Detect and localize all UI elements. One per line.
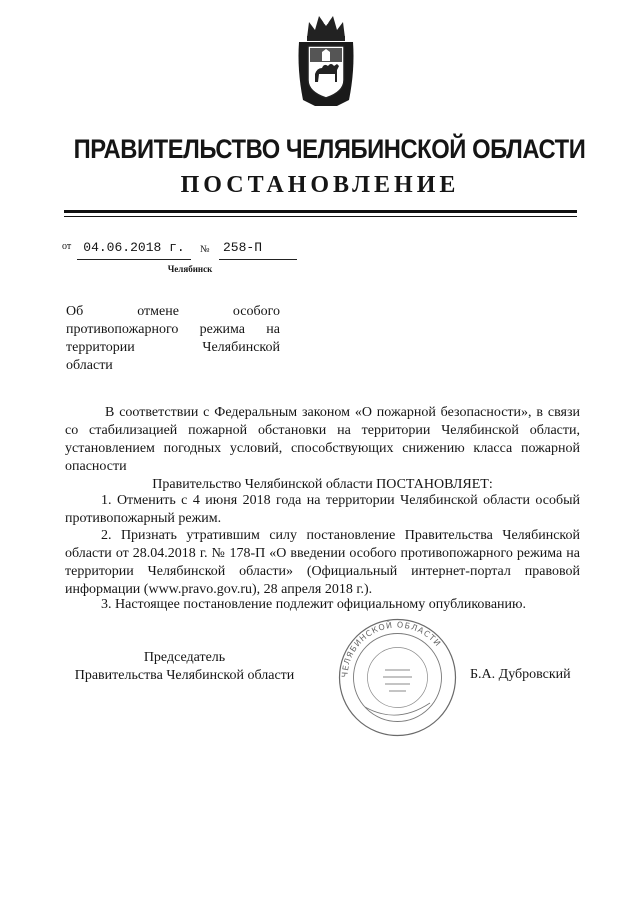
- seal-text: ЧЕЛЯБИНСКОЙ ОБЛАСТИ: [340, 620, 443, 678]
- document-date: 04.06.2018 г.: [77, 239, 191, 260]
- signatory-title-line: Председатель: [143, 650, 226, 665]
- subject-line: территории Челябинской: [66, 340, 280, 355]
- signatory-name: Б.А. Дубровский: [470, 667, 571, 682]
- government-title: ПРАВИТЕЛЬСТВО ЧЕЛЯБИНСКОЙ ОБЛАСТИ: [73, 134, 586, 164]
- header-divider-thin: [64, 216, 577, 217]
- issue-city: Челябинск: [167, 264, 213, 274]
- preamble-paragraph: В соответствии с Федеральным законом «О пожарной безопасности», в связи со стабилизацией пожарной обстановки на территории Челябинской области, установлением погодных условий, способствующих снижению класса пожарной опасности: [65, 405, 580, 474]
- resolution-statement: Правительство Челябинской области ПОСТАНОВЛЯЕТ:: [152, 477, 493, 492]
- number-prefix: №: [200, 244, 210, 255]
- coat-of-arms-icon: [295, 10, 357, 108]
- header-divider-thick: [64, 210, 577, 213]
- date-prefix: от: [62, 241, 72, 252]
- subject-line: Об отмене особого: [66, 304, 280, 319]
- subject-line: области: [66, 358, 113, 373]
- signatory-title: [62, 649, 307, 685]
- resolution-item-2: 2. Признать утратившим силу постановление Правительства Челябинской области от 28.04.2018 г. № 178-П «О введении особого противопожарного режима на территории Челябинской области» (Официальный интернет-портал правовой информации (www.pravo.gov.ru), 28 апреля 2018 г.).: [65, 528, 580, 597]
- official-seal-icon: [335, 615, 460, 740]
- document-subject: [66, 303, 280, 375]
- resolution-item-3: 3. Настоящее постановление подлежит официальному опубликованию.: [101, 597, 526, 612]
- subject-line: противопожарного режима на: [66, 322, 280, 337]
- document-type: ПОСТАНОВЛЕНИЕ: [180, 172, 460, 198]
- resolution-item-1: 1. Отменить с 4 июня 2018 года на территории Челябинской области особый противопожарный режим.: [65, 493, 580, 526]
- signatory-title-line: Правительства Челябинской области: [74, 668, 295, 683]
- document-number: 258-П: [219, 239, 297, 260]
